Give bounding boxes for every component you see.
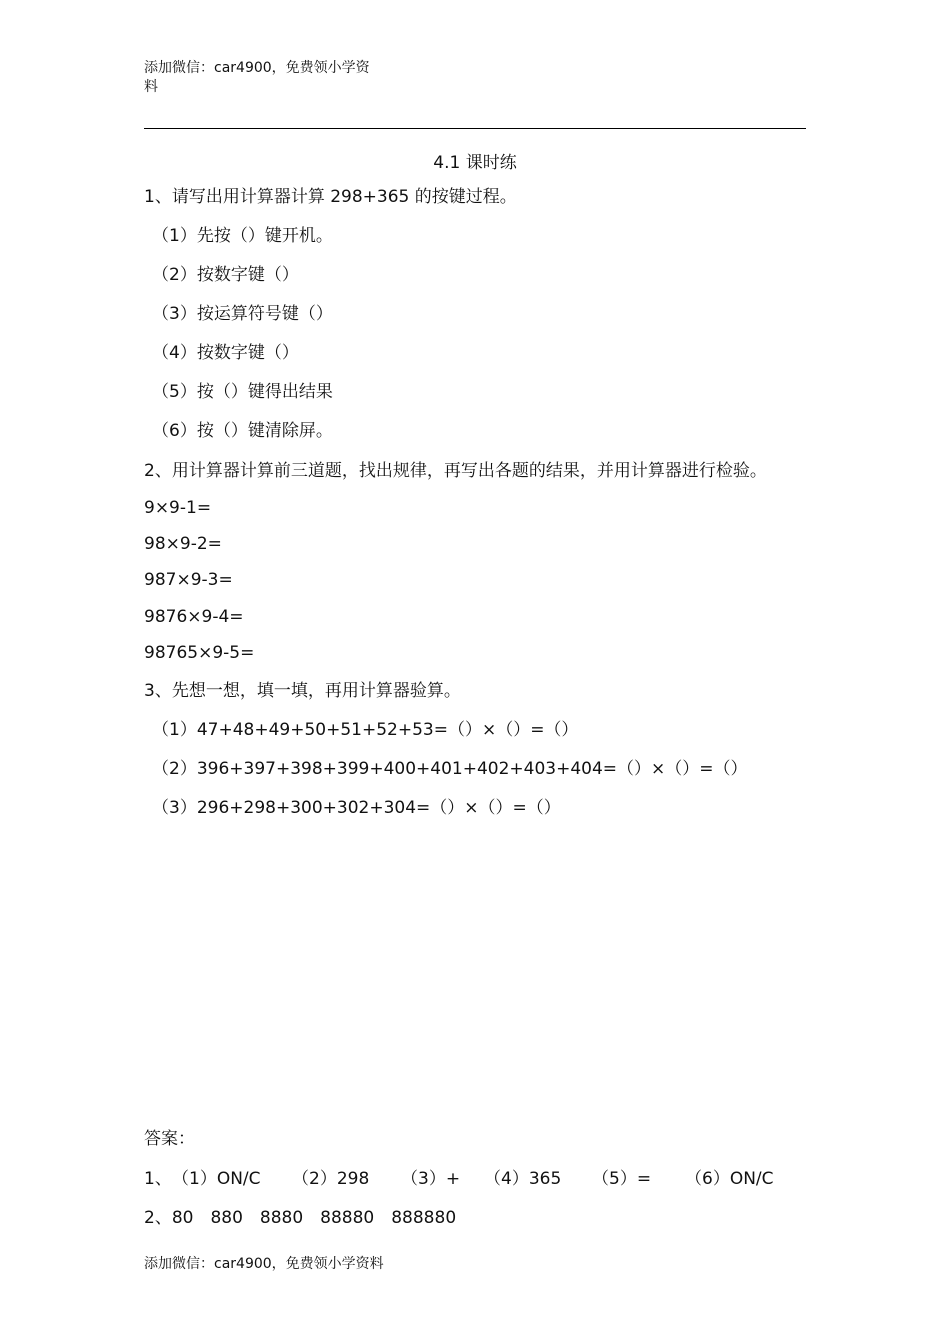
q1-step: （2）按数字键（） [152,265,299,285]
q2-item: 9×9-1= [144,498,212,518]
answer-item: （6）ON/C [685,1169,774,1189]
q3-item: （2）396+397+398+399+400+401+402+403+404=（）×（）=（） [152,759,748,779]
footer-note: 添加微信：car4900，免费领小学资料 [144,1256,384,1272]
q1-step: （4）按数字键（） [152,343,299,363]
answer-item: （3）+ [401,1169,461,1189]
answer-item: （1）ON/C [172,1169,261,1189]
header-note [144,59,384,97]
q2-stem: 2、用计算器计算前三道题，找出规律，再写出各题的结果，并用计算器进行检验。 [144,461,767,481]
header-note-line1: 添加微信：car4900，免费领小学资 [144,60,370,76]
q2-item: 9876×9-4= [144,607,244,627]
header-divider [144,128,806,129]
q2-item: 98765×9-5= [144,643,255,663]
answer-item: （4）365 [484,1169,562,1189]
header-note-line2: 料 [144,79,158,95]
answer-row2: 2、80 880 8880 88880 888880 [144,1208,457,1228]
answer-row1-prefix: 1、 [144,1169,172,1189]
q2-item: 98×9-2= [144,534,222,554]
q1-step: （5）按（）键得出结果 [152,382,333,402]
q3-item: （3）296+298+300+302+304=（）×（）=（） [152,798,561,818]
page-title: 4.1 课时练 [433,153,517,173]
answer-item: （5）= [592,1169,652,1189]
answer-item: （2）298 [292,1169,370,1189]
q1-step: （1）先按（）键开机。 [152,226,333,246]
q2-item: 987×9-3= [144,570,233,590]
q1-step: （3）按运算符号键（） [152,304,333,324]
answers-heading: 答案： [144,1129,195,1149]
q1-step: （6）按（）键清除屏。 [152,421,333,441]
q1-stem: 1、请写出用计算器计算 298+365 的按键过程。 [144,187,517,207]
q3-stem: 3、先想一想，填一填，再用计算器验算。 [144,681,461,701]
q3-item: （1）47+48+49+50+51+52+53=（）×（）=（） [152,720,579,740]
